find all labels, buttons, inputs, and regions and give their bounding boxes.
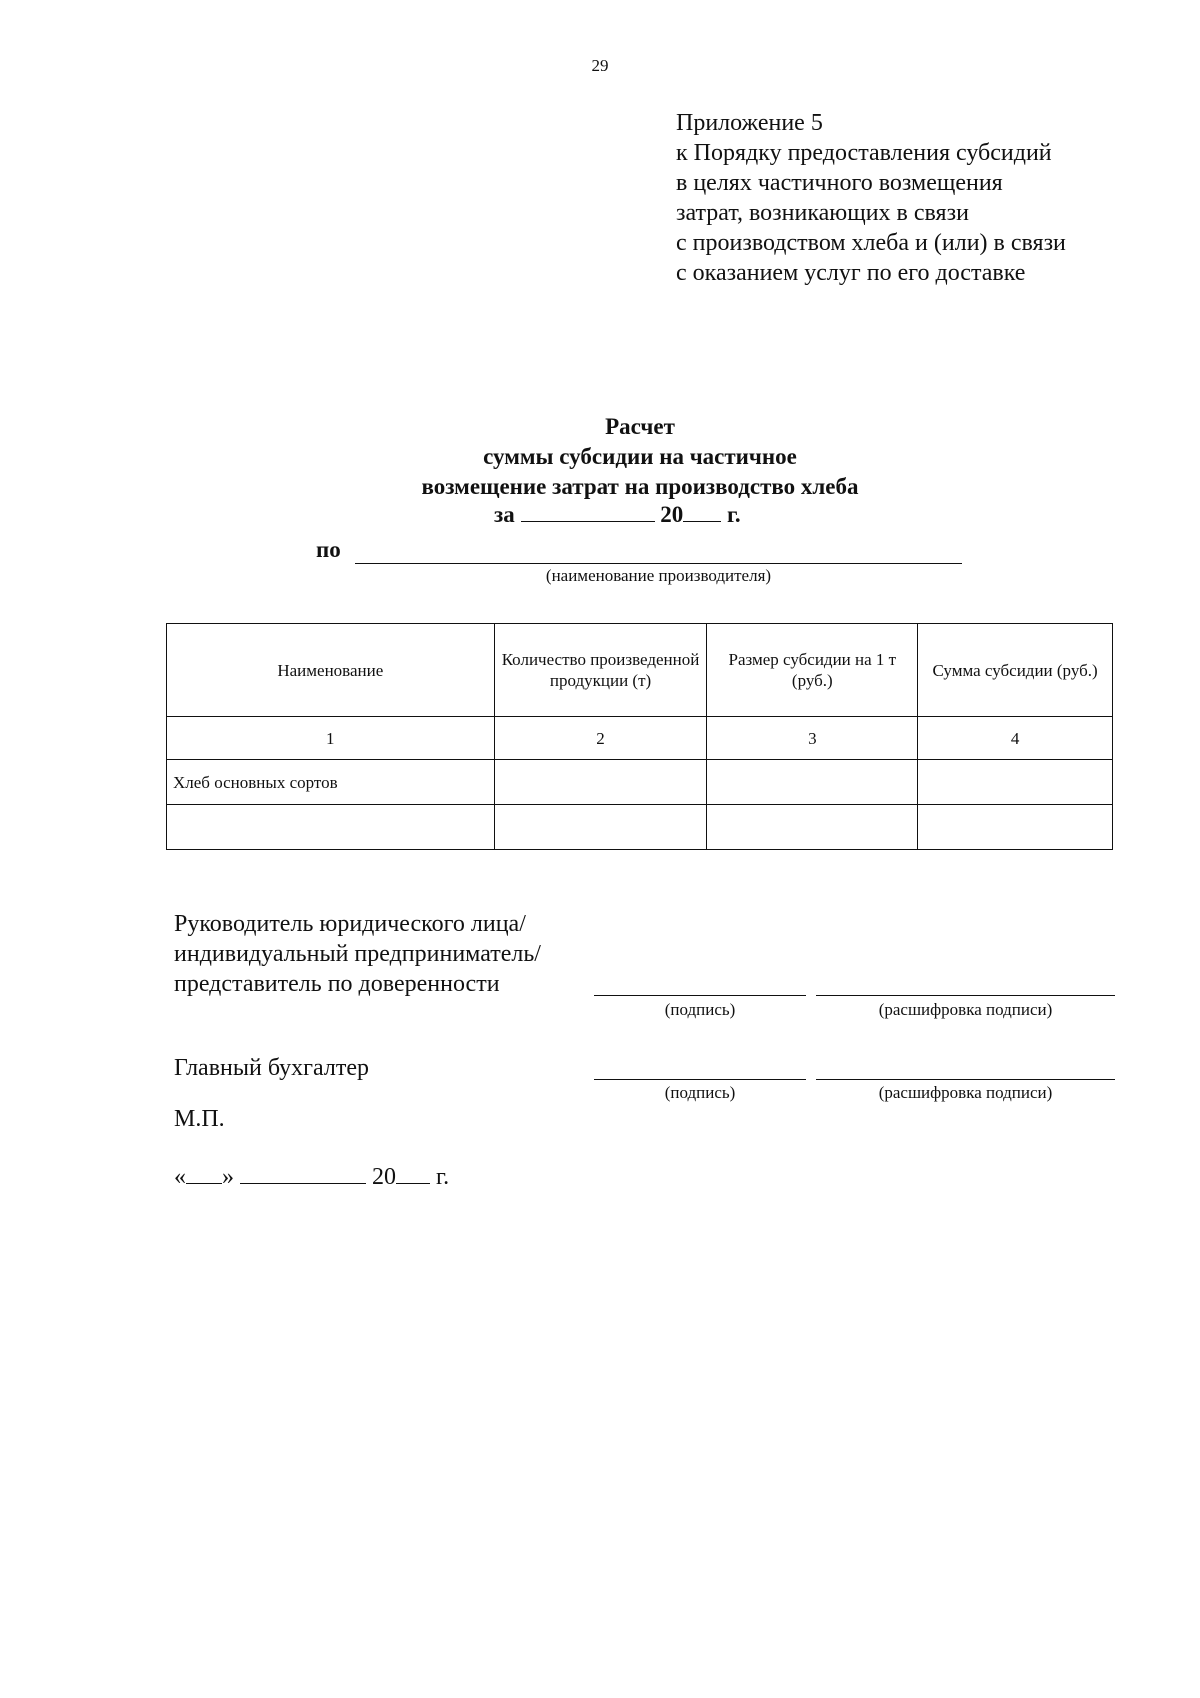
document-title-line-2: суммы субсидии на частичное (483, 444, 797, 469)
table-cell-name[interactable] (167, 805, 495, 850)
appendix-line: к Порядку предоставления субсидий (676, 140, 1052, 166)
column-number: 2 (494, 717, 707, 760)
producer-name-blank[interactable] (355, 563, 962, 564)
appendix-line: затрат, возникающих в связи (676, 200, 969, 226)
accountant-signature-blank[interactable] (594, 1079, 806, 1080)
table-cell-rate[interactable] (707, 760, 918, 805)
period-year-suffix: г. (727, 502, 741, 527)
head-role-label (174, 909, 541, 999)
head-signature-decode-blank[interactable] (816, 995, 1115, 996)
signature-caption: (подпись) (664, 1000, 736, 1019)
date-year-blank[interactable] (396, 1181, 430, 1184)
period-year-blank[interactable] (683, 519, 721, 522)
decode-caption: (расшифровка подписи) (878, 1083, 1053, 1102)
page-number: 29 (591, 56, 609, 75)
chief-accountant-label: Главный бухгалтер (174, 1055, 369, 1081)
producer-label: по (316, 537, 341, 562)
table-cell-quantity[interactable] (494, 760, 707, 805)
header-cell-name: Наименование (167, 624, 495, 717)
period-prefix: за (494, 502, 515, 527)
head-signature-blank[interactable] (594, 995, 806, 996)
document-title-line-3: возмещение затрат на производство хлеба (421, 474, 859, 499)
appendix-line: Приложение 5 (676, 110, 823, 136)
head-role-line: представитель по доверенности (174, 971, 500, 997)
decode-caption: (расшифровка подписи) (878, 1000, 1053, 1019)
date-day-blank[interactable] (186, 1181, 222, 1184)
header-cell-sum: Сумма субсидии (руб.) (918, 624, 1113, 717)
head-role-line: индивидуальный предприниматель/ (174, 941, 541, 967)
appendix-header (676, 108, 1066, 288)
column-number: 1 (167, 717, 495, 760)
date-year-suffix: г. (436, 1164, 450, 1190)
date-open-quote: « (174, 1164, 186, 1190)
table-row (167, 805, 1113, 850)
column-number: 4 (918, 717, 1113, 760)
table-cell-name: Хлеб основных сортов (167, 760, 495, 805)
document-title: Расчет (605, 414, 675, 439)
table-cell-sum[interactable] (918, 805, 1113, 850)
signature-caption: (подпись) (664, 1083, 736, 1102)
date-year-prefix: 20 (372, 1164, 396, 1190)
appendix-line: в целях частичного возмещения (676, 170, 1003, 196)
header-cell-quantity: Количество произведенной продукции (т) (494, 624, 707, 717)
table-row (167, 760, 1113, 805)
period-line (494, 502, 741, 528)
appendix-line: с оказанием услуг по его доставке (676, 260, 1026, 286)
table-header-row (167, 624, 1113, 717)
header-cell-rate: Размер субсидии на 1 т (руб.) (707, 624, 918, 717)
appendix-line: с производством хлеба и (или) в связи (676, 230, 1066, 256)
producer-caption: (наименование производителя) (545, 566, 772, 585)
date-line (174, 1164, 449, 1191)
date-close-quote: » (222, 1164, 234, 1190)
seal-label: М.П. (174, 1106, 225, 1132)
period-year-prefix: 20 (660, 502, 684, 527)
table-cell-quantity[interactable] (494, 805, 707, 850)
head-role-line: Руководитель юридического лица/ (174, 911, 526, 937)
table-number-row (167, 717, 1113, 760)
subsidy-calculation-table (166, 623, 1113, 850)
table-cell-sum[interactable] (918, 760, 1113, 805)
column-number: 3 (707, 717, 918, 760)
period-month-blank[interactable] (521, 519, 655, 522)
accountant-signature-decode-blank[interactable] (816, 1079, 1115, 1080)
date-month-blank[interactable] (240, 1181, 366, 1184)
table-cell-rate[interactable] (707, 805, 918, 850)
